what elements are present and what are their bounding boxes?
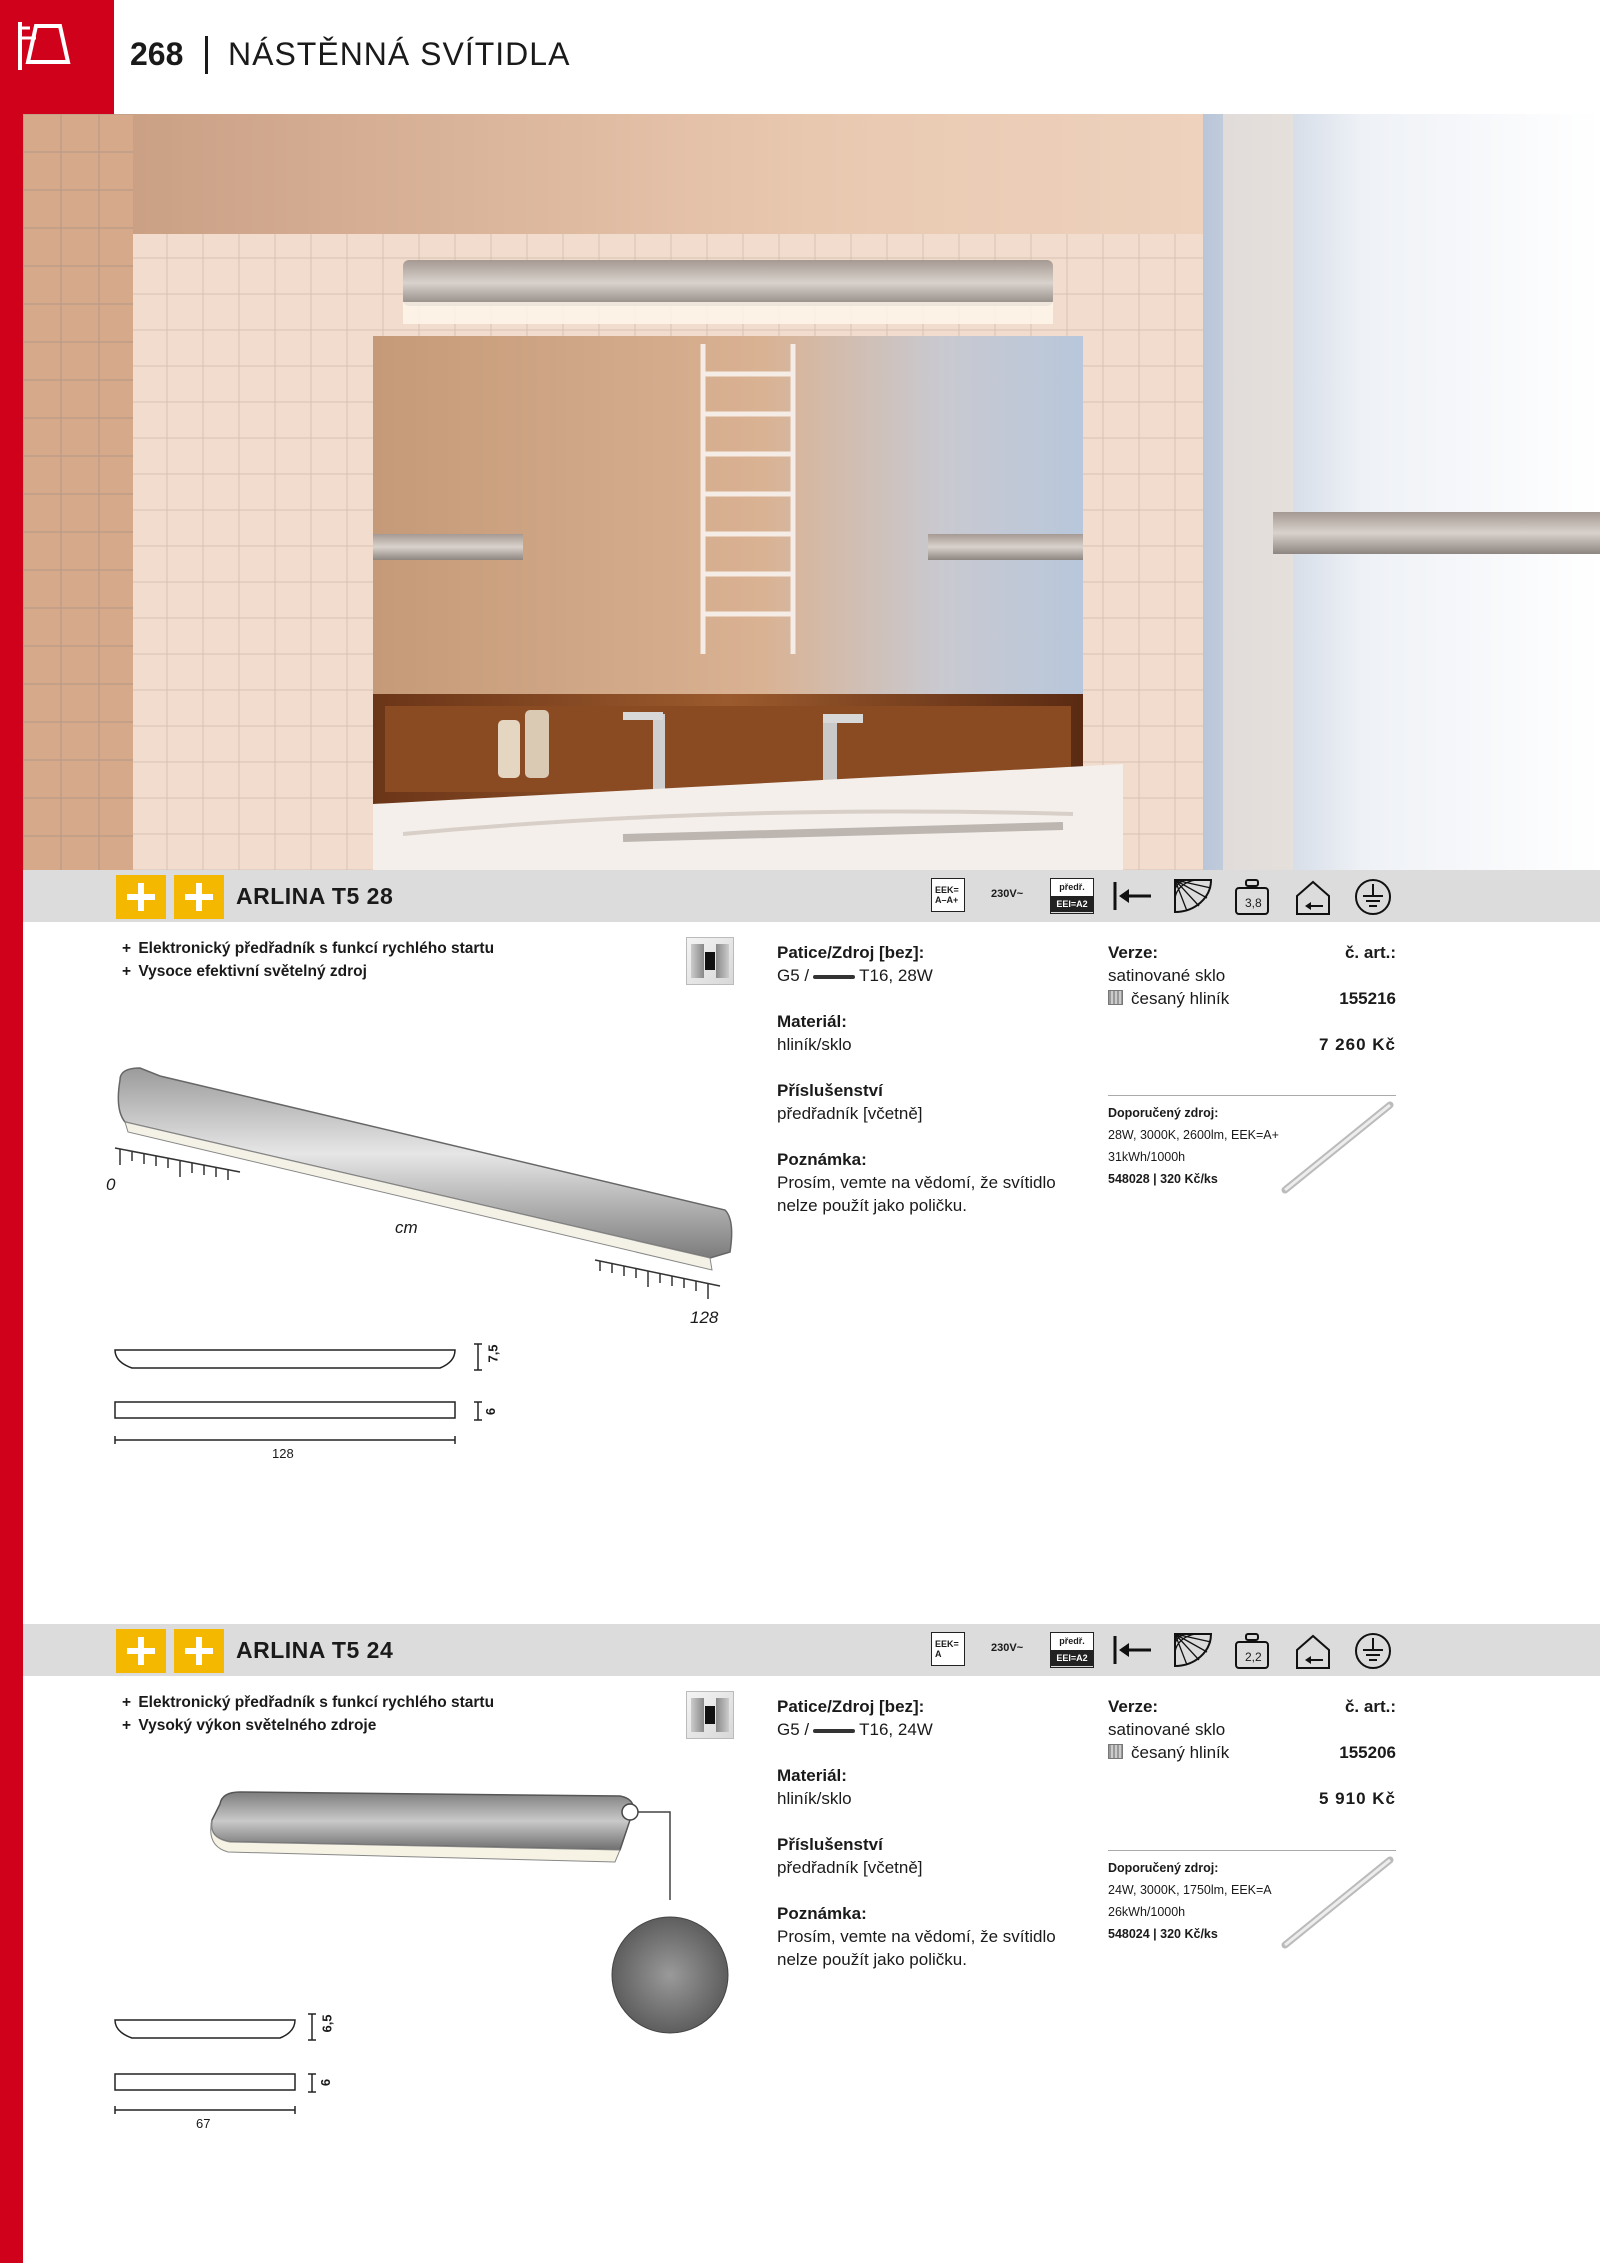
plus-icon: + [122, 963, 132, 980]
socket-label: Patice/Zdroj [bez]: [777, 943, 925, 962]
socket-value: G5 / T16, 28W [777, 966, 933, 985]
finish-swatch [1108, 990, 1123, 1005]
scale-end-label: 128 [690, 1308, 719, 1327]
version-glass: satinované sklo [1108, 966, 1226, 985]
fluorescent-tube-image [1280, 1855, 1395, 1950]
version-finish: česaný hliník [1131, 989, 1230, 1008]
dimension-drawing [110, 1340, 510, 1450]
note-value: Prosím, vemte na vědomí, že svítidlo nelze použít jako poličku. [777, 1173, 1056, 1215]
note-label: Poznámka: [777, 1904, 867, 1923]
indoor-icon [1293, 878, 1333, 916]
plus-icon: + [122, 1717, 132, 1734]
socket-label: Patice/Zdroj [bez]: [777, 1697, 925, 1716]
accessories-value: předřadník [včetně] [777, 1858, 923, 1877]
ballast-class-icon: předř. EEI=A2 [1050, 1632, 1094, 1668]
note-value: Prosím, vemte na vědomí, že svítidlo nelze použít jako poličku. [777, 1927, 1056, 1969]
energy-class-icon: EEK= A–A+ [931, 878, 965, 912]
spec-column [777, 1695, 1097, 1994]
recommended-energy: 31kWh/1000h [1108, 1150, 1186, 1164]
accessories-label: Příslušenství [777, 1081, 883, 1100]
dimension-depth: 6 [318, 2078, 334, 2087]
left-red-bar [0, 0, 23, 2263]
accessories-label: Příslušenství [777, 1835, 883, 1854]
product-name: ARLINA T5 28 [236, 883, 394, 909]
plus-icon [127, 1637, 155, 1665]
dimension-drawing [110, 2010, 350, 2120]
voltage-label: 230V~ [991, 888, 1024, 900]
material-label: Materiál: [777, 1012, 847, 1031]
plus-icon: + [122, 940, 132, 957]
spec-column [777, 941, 1097, 1240]
recommended-article: 548024 | 320 Kč/ks [1108, 1927, 1218, 1941]
ballast-class-icon: předř. EEI=A2 [1050, 878, 1094, 914]
article-number: 155206 [1339, 1743, 1396, 1762]
scale-start-label: 0 [106, 1175, 116, 1194]
feature-item: + Elektronický předřadník s funkcí rychlého startu [122, 1691, 494, 1714]
feature-item: + Vysoce efektivní světelný zdroj [122, 960, 494, 983]
feature-badge [116, 875, 166, 919]
tube-icon [813, 975, 855, 979]
beam-angle-icon [1173, 878, 1213, 914]
article-label: č. art.: [1344, 943, 1396, 962]
indoor-icon [1293, 1632, 1333, 1670]
recommended-spec: 28W, 3000K, 2600lm, EEK=A+ [1108, 1128, 1279, 1142]
feature-badge [174, 875, 224, 919]
recommended-energy: 26kWh/1000h [1108, 1905, 1186, 1919]
price: 7 260 Kč [1319, 1035, 1396, 1054]
arrow-left-icon [1113, 878, 1153, 914]
version-glass: satinované sklo [1108, 1720, 1226, 1739]
product-name: ARLINA T5 24 [236, 1637, 394, 1663]
feature-list [122, 1691, 494, 1737]
earth-icon [1353, 1632, 1393, 1670]
plus-icon [185, 1637, 213, 1665]
fluorescent-tube-image [1280, 1100, 1395, 1195]
product-header [23, 1624, 1600, 1676]
version-finish: česaný hliník [1131, 1743, 1230, 1762]
accessories-value: předřadník [včetně] [777, 1104, 923, 1123]
material-value: hliník/sklo [777, 1035, 852, 1054]
weight-value: 3,8 [1245, 896, 1262, 910]
voltage-label: 230V~ [991, 1642, 1024, 1654]
feature-item: + Vysoký výkon světelného zdroje [122, 1714, 494, 1737]
version-table [1108, 941, 1396, 1056]
recommended-article: 548028 | 320 Kč/ks [1108, 1172, 1218, 1186]
price: 5 910 Kč [1319, 1789, 1396, 1808]
product-drawing [100, 1060, 750, 1340]
recommended-label: Doporučený zdroj: [1108, 1861, 1219, 1875]
plus-icon: + [122, 1694, 132, 1711]
dimension-height: 6,5 [319, 2014, 335, 2033]
feature-badge [116, 1629, 166, 1673]
finish-swatch [1108, 1744, 1123, 1759]
recommended-spec: 24W, 3000K, 1750lm, EEK=A [1108, 1883, 1272, 1897]
dimension-length: 67 [196, 2116, 211, 2131]
product-header [23, 870, 1600, 922]
beam-angle-icon [1173, 1632, 1213, 1668]
recommended-label: Doporučený zdroj: [1108, 1106, 1219, 1120]
dimension-length: 128 [272, 1446, 294, 1461]
feature-badge [174, 1629, 224, 1673]
version-label: Verze: [1108, 943, 1159, 962]
dimension-depth: 6 [483, 1407, 499, 1416]
plus-icon [185, 883, 213, 911]
wall-lamp-icon [14, 18, 74, 78]
version-label: Verze: [1108, 1697, 1159, 1716]
material-label: Materiál: [777, 1766, 847, 1785]
light-direction-icon [686, 937, 734, 985]
dimension-height: 7,5 [485, 1344, 501, 1363]
feature-item: + Elektronický předřadník s funkcí rychlého startu [122, 937, 494, 960]
page-title: NÁSTĚNNÁ SVÍTIDLA [228, 36, 571, 72]
page-number: 268 [130, 36, 184, 72]
arrow-left-icon [1113, 1632, 1153, 1668]
plus-icon [127, 883, 155, 911]
feature-list [122, 937, 494, 983]
category-logo [0, 0, 114, 114]
socket-value: G5 / T16, 24W [777, 1720, 933, 1739]
note-label: Poznámka: [777, 1150, 867, 1169]
tube-icon [813, 1729, 855, 1733]
energy-class-icon: EEK= A [931, 1632, 965, 1666]
earth-icon [1353, 878, 1393, 916]
scale-unit-label: cm [395, 1218, 418, 1237]
bathroom-photo [23, 114, 1600, 870]
article-number: 155216 [1339, 989, 1396, 1008]
title-divider [205, 36, 208, 74]
light-direction-icon [686, 1691, 734, 1739]
weight-value: 2,2 [1245, 1650, 1262, 1664]
article-label: č. art.: [1344, 1697, 1396, 1716]
material-value: hliník/sklo [777, 1789, 852, 1808]
version-table [1108, 1695, 1396, 1810]
